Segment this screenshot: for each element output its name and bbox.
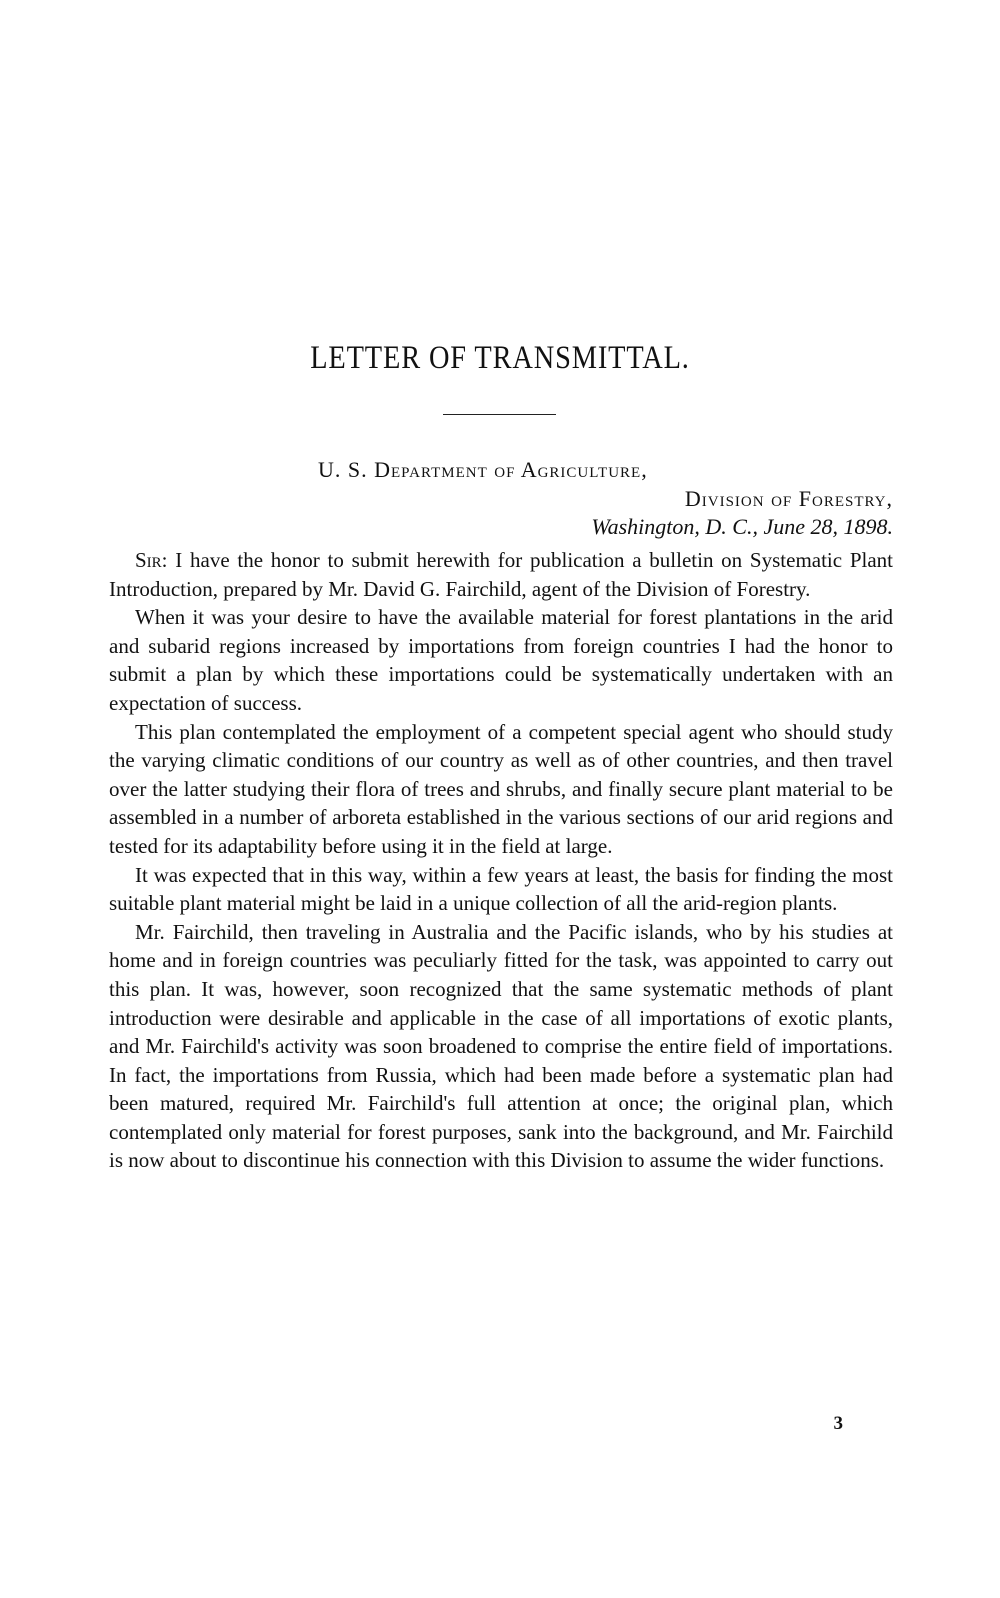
page-number: 3 xyxy=(833,1413,843,1434)
letter-body xyxy=(109,546,893,1175)
title-divider xyxy=(443,414,556,415)
page-title: LETTER OF TRANSMITTAL. xyxy=(310,340,690,376)
address-line-department: U. S. Department of Agriculture, xyxy=(318,457,648,482)
paragraph-1-text: I have the honor to submit herewith for publication a bulletin on Systematic Plant Introduction, prepared by Mr. David G. Fairchild, agent of the Division of Forestry. xyxy=(109,548,894,601)
paragraph-3: This plan contemplated the employment of a competent special agent who should study the varying climatic conditions of our country as well as of other countries, and then travel over the latter studying their flora of trees and shrubs, and finally secure plant material to be assembled in a number of arboreta established in the various sections of our arid regions and tested for its adaptability before using it in the field at large. xyxy=(109,719,893,858)
address-line-division: Division of Forestry, xyxy=(684,486,893,511)
paragraph-1 xyxy=(109,546,893,603)
paragraph-4: It was expected that in this way, within a few years at least, the basis for finding the most suitable plant material might be laid in a unique collection of all the arid-region plants. xyxy=(109,862,893,916)
paragraph-2: When it was your desire to have the available material for forest plantations in the arid and subarid regions increased by importations from foreign countries I had the honor to submit a plan by which these importations could be systematically undertaken with an expectation of success. xyxy=(109,605,893,715)
paragraph-5: Mr. Fairchild, then traveling in Australia and the Pacific islands, who by his studies at home and in foreign countries was peculiarly fitted for the task, was appointed to carry out this plan. It was, however, soon recognized that the same systematic methods of plant introduction were desirable and applicable in the case of all importations of exotic plants, and Mr. Fairchild's activity was soon broadened to comprise the entire field of importations. In fact, the importations from Russia, which had been made before a systematic plan had been matured, required Mr. Fairchild's full attention at once; the original plan, which contemplated only material for forest purposes, sank into the background, and Mr. Fairchild is now about to discontinue his connection with this Division to assume the wider functions. xyxy=(109,919,893,1173)
salutation: Sir: xyxy=(135,548,168,572)
address-line-place-date: Washington, D. C., June 28, 1898. xyxy=(591,514,893,539)
